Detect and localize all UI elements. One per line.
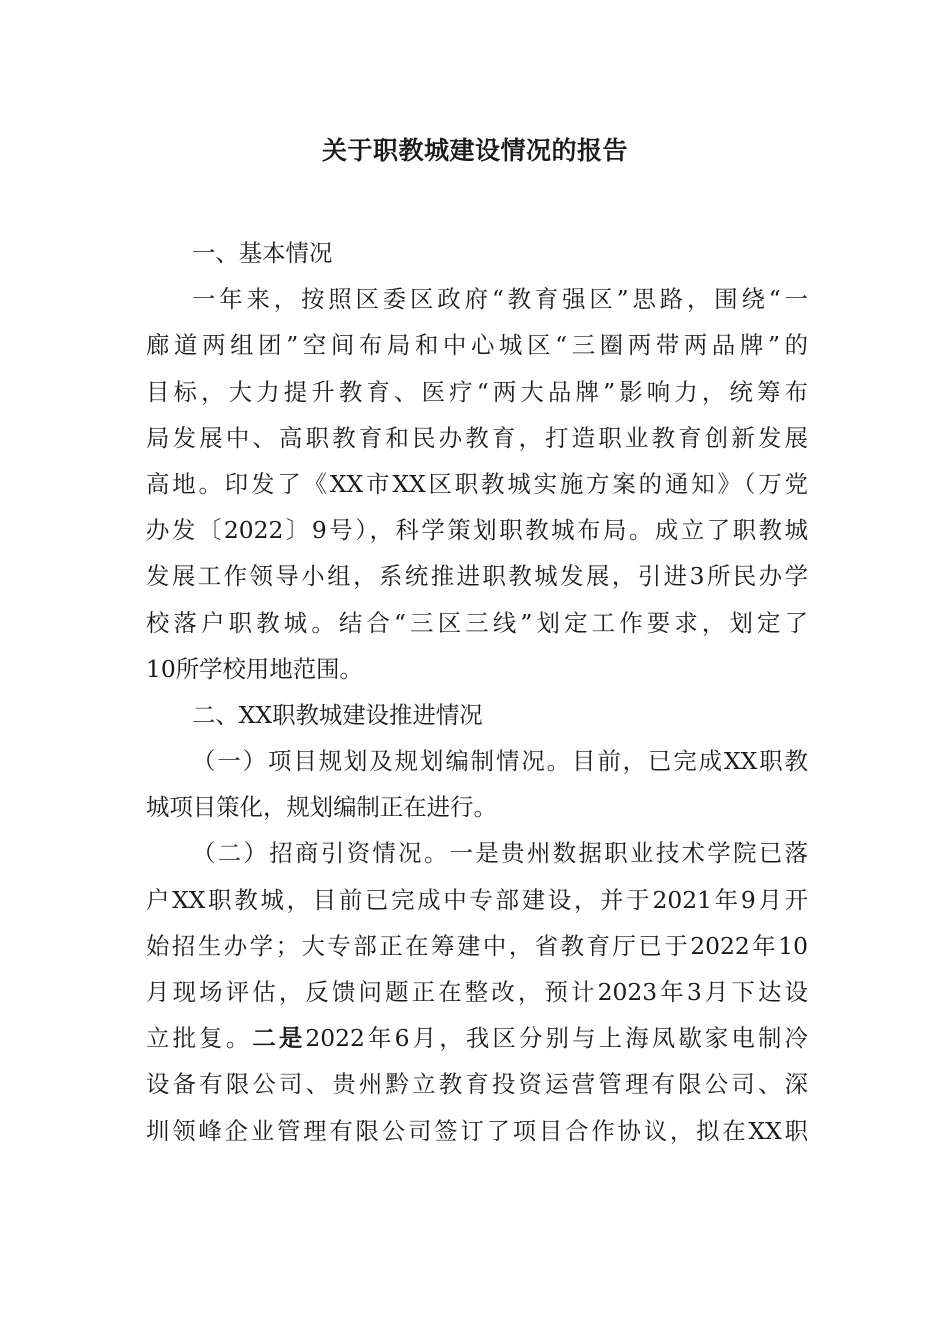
document-body [146, 230, 808, 1154]
section-heading-progress: 二、XX职教城建设推进情况 [192, 700, 483, 729]
paragraph-line: 办发〔2022〕9号），科学策划职教城布局。成立了职教城 [146, 516, 808, 545]
paragraph-line: 10所学校用地范围。 [146, 654, 363, 683]
paragraph-line: 校落户职教城。结合“三区三线”划定工作要求，划定了 [146, 608, 808, 637]
paragraph-line: 圳领峰企业管理有限公司签订了项目合作协议，拟在XX职 [146, 1116, 808, 1145]
paragraph-line: （二）招商引资情况。一是贵州数据职业技术学院已落 [192, 839, 808, 868]
document-title: 关于职教城建设情况的报告 [321, 136, 628, 165]
paragraph-line: （一）项目规划及规划编制情况。目前，已完成XX职教 [192, 747, 808, 776]
paragraph-line-mixed [146, 1015, 808, 1061]
paragraph-line: 一年来，按照区委区政府“教育强区”思路，围绕“一 [192, 285, 808, 314]
paragraph-line: 廊道两组团”空间布局和中心城区“三圈两带两品牌”的 [146, 331, 808, 360]
paragraph-line: 高地。印发了《XX市XX区职教城实施方案的通知》（万党 [146, 469, 808, 498]
paragraph-line: 始招生办学；大专部正在筹建中，省教育厅已于2022年10 [146, 931, 808, 960]
paragraph-line: 局发展中、高职教育和民办教育，打造职业教育创新发展 [146, 423, 808, 452]
paragraph-line: 城项目策化，规划编制正在进行。 [146, 793, 497, 822]
paragraph-text: 立批复。 [146, 1024, 253, 1053]
paragraph-line: 户XX职教城，目前已完成中专部建设，并于2021年9月开 [146, 885, 808, 914]
paragraph-line: 发展工作领导小组，系统推进职教城发展，引进3所民办学 [146, 562, 808, 591]
paragraph-line: 目标，大力提升教育、医疗“两大品牌”影响力，统筹布 [146, 377, 808, 406]
paragraph-line: 月现场评估，反馈问题正在整改，预计2023年3月下达设 [146, 978, 808, 1006]
bold-lead-in: 二是 [252, 1024, 306, 1053]
section-heading-basic: 一、基本情况 [192, 239, 333, 267]
paragraph-text: 2022年6月，我区分别与上海凤歇家电制冷 [305, 1024, 808, 1053]
paragraph-line: 设备有限公司、贵州黔立教育投资运营管理有限公司、深 [146, 1070, 808, 1099]
